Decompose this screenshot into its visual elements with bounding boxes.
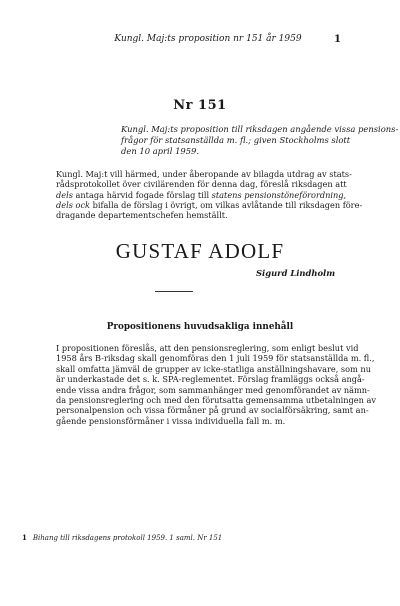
running-header: Kungl. Maj:ts proposition nr 151 år 1959 bbox=[114, 34, 302, 44]
minister-signature: Sigurd Lindholm bbox=[256, 268, 336, 278]
subtitle-line: Kungl. Maj:ts proposition till riksdagen angående vissa pensions- bbox=[121, 124, 399, 134]
body-line: personalpension och vissa förmåner på grund av socialförsäkring, samt an- bbox=[56, 405, 369, 416]
body-line: är underkastade det s. k. SPA-reglementet. Förslag framläggs också angå- bbox=[56, 374, 365, 385]
italic-run: dels bbox=[56, 189, 73, 200]
intro-line bbox=[56, 190, 360, 200]
italic-run: statens pensionstöneförordning, bbox=[211, 189, 347, 200]
intro-paragraph bbox=[56, 169, 363, 221]
italic-run: dels ock bbox=[56, 199, 90, 210]
proposition-number: Nr 151 bbox=[173, 98, 227, 113]
intro-line bbox=[56, 199, 363, 210]
body-line: ende vissa andra frågor, som sammanhänger med genomförandet av nämn- bbox=[56, 384, 370, 395]
intro-line: dragande departementschefen hemställt. bbox=[56, 210, 228, 221]
footnote-number: 1 bbox=[22, 533, 27, 542]
text-run: bifalla de förslag i övrigt, om vilkas avlåtande till riksdagen före- bbox=[90, 199, 363, 210]
intro-line: rådsprotokollet över civilärenden för denna dag, föreslå riksdagen att bbox=[56, 179, 347, 190]
body-line: I propositionen föreslås, att den pensionsreglering, som enligt beslut vid bbox=[56, 343, 359, 353]
intro-line: Kungl. Maj:t vill härmed, under åberopande av bilagda utdrag av stats- bbox=[56, 169, 352, 179]
divider-rule bbox=[155, 291, 193, 292]
subtitle-line: den 10 april 1959. bbox=[121, 146, 200, 156]
body-line: gående pensionsförmåner i vissa individuella fall m. m. bbox=[56, 415, 286, 426]
body-line: da pensionsreglering och med den förutsatta gemensamma utbetalningen av bbox=[56, 395, 376, 406]
king-name: GUSTAF ADOLF bbox=[115, 239, 285, 263]
proposition-subtitle bbox=[121, 124, 399, 157]
summary-paragraph bbox=[56, 343, 376, 426]
body-line: 1958 års B-riksdag skall genomföras den 1 juli 1959 för statsanställda m. fl., bbox=[56, 353, 375, 364]
footnote bbox=[22, 533, 222, 542]
text-run: antaga härvid fogade förslag till bbox=[72, 189, 212, 200]
section-heading: Propositionens huvudsakliga innehåll bbox=[106, 322, 294, 332]
footnote-text: Bihang till riksdagens protokoll 1959. 1 saml. Nr 151 bbox=[32, 534, 223, 542]
body-line: skall omfatta jämväl de grupper av icke-statliga anställningshavare, som nu bbox=[56, 363, 371, 374]
subtitle-line: frågor för statsanställda m. fl.; given Stockholms slott bbox=[121, 135, 351, 145]
page-number: 1 bbox=[334, 34, 341, 45]
